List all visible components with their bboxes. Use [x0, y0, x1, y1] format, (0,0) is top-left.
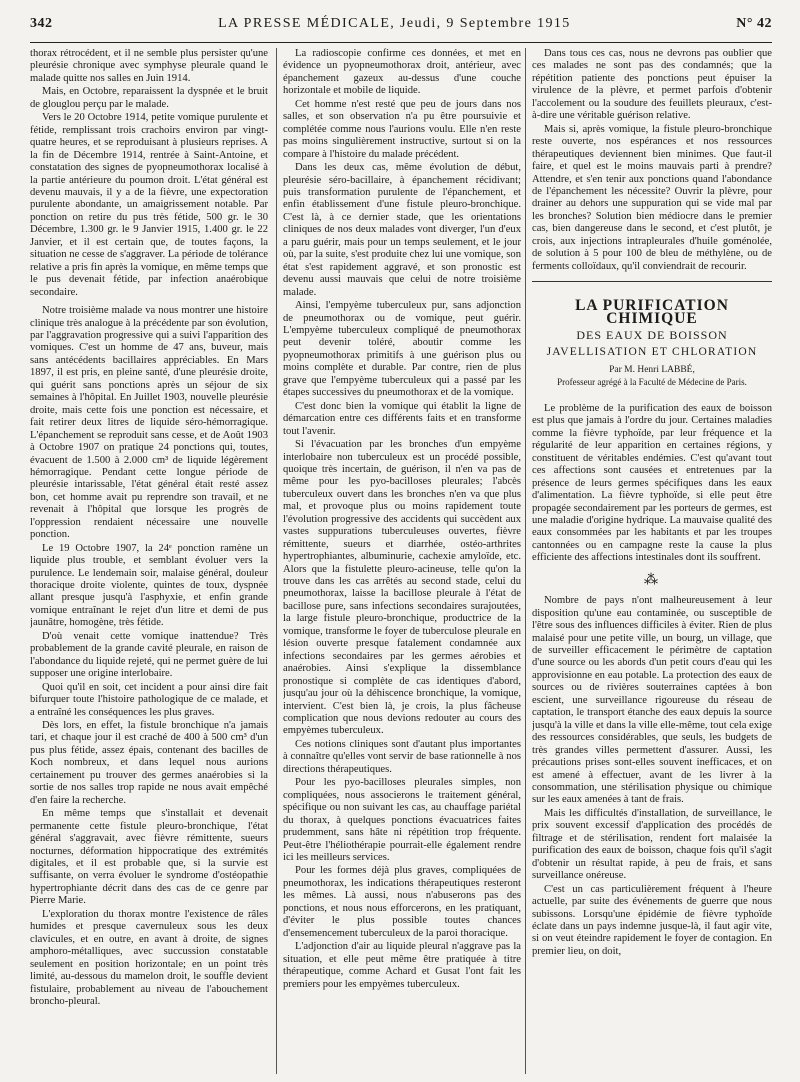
article-subtitle-2: JAVELLISATION ET CHLORATION: [546, 345, 758, 358]
paragraph: Pour les pyo-bacilloses pleurales simples, non compliquées, nous associerons le traitement général, spécifique ou non suivant les cas, au chauffage pariétal du thorax, à quelques ponctions évacuatrices faites prudemment, sans hâte ni répétition trop fréquente. Peut-être l'héliothérapie pourrait-elle également rendre ici les meilleurs services.: [283, 777, 521, 863]
header-rule: [30, 42, 772, 43]
article-subtitle: DES EAUX DE BOISSON: [576, 328, 728, 343]
article-affiliation: Professeur agrégé à la Faculté de Médecine de Paris.: [557, 377, 747, 388]
article-continuation: [532, 48, 772, 273]
column-2: [283, 48, 521, 1074]
paragraph: L'adjonction d'air au liquide pleural n'aggrave pas la situation, et elle peut même être pratiquée à titre thérapeutique, comme Achard et Gusat l'ont fait les premiers pour les empyèmes tuberculeux.: [283, 941, 521, 990]
page-number: 342: [30, 16, 53, 31]
paragraph: Mais les difficultés d'installation, de surveillance, le prix souvent excessif d'application des procédés de filtrage et de stérilisation, rendent fort malaisée la purification des eaux de boisson, chaque fois qu'il s'agit d'obtenir un résultat rapide, à peu de frais, et sans surveillance onéreuse.: [532, 807, 772, 882]
paragraph: Nombre de pays n'ont malheureusement à leur disposition qu'une eau contaminée, ou susceptible de l'être sous des influences difficiles à éviter. Rien de plus malaisé pour une petite ville, un bourg, un village, que de surveiller efficacement le périmètre de captation d'une source ou les abords d'un petit cours d'eau qui les approvisionne en eau potable. La protection des eaux de sources ou de rivières souterraines captées à bon escient, une surveillance rigoureuse du réseau de captation, le transport étanche des eaux depuis la source jusqu'à la ville et dans la ville elle-même, tout cela exige des ressources considérables, que seuls, les budgets de très grandes villes permettent d'assurer. Aussi, les précautions prises sont-elles souvent inefficaces, et on est amené à effectuer, avant de les livrer à la consommation, une stérilisation physique ou chimique sur les eaux amenées à tant de frais.: [532, 595, 772, 806]
paragraph: Quoi qu'il en soit, cet incident a pour ainsi dire fait bifurquer toute l'histoire pathologique de ce malade, et a entraîné les conséquences les plus graves.: [30, 681, 268, 718]
paragraph: Ainsi, l'empyème tuberculeux pur, sans adjonction de pneumothorax ou de vomique, peut guérir. L'empyème tuberculeux compliqué de pneumothorax peut devenir toléré, aboutir comme les pyopneumothorax primitifs à une guérison plus ou moins complète et durable. Par contre, rien de plus grave que l'empyème tuberculeux qui a passé par les étapes successives du pneumothorax et de la vomique.: [283, 300, 521, 399]
paragraph: Notre troisième malade va nous montrer une histoire clinique très analogue à la précédente par son évolution, par l'aggravation progressive qui a suivi l'apparition des vomiques. C'est un homme de 47 ans, buveur, mais sans antécédents bacillaires appréciables. En Mars 1897, il est pris, en pleine santé, d'une pleurésie droite, qui guérit sans ponctions après un séjour de six semaines à l'hôpital. En Juillet 1903, nouvelle pleurésie droite, mais cette fois une ponction est nécessaire, et fait retirer deux litres de liquide séro-hémorragique. L'épanchement se reproduit sans cesse, et de Août 1903 à Octobre 1907 on pratique 24 ponctions qui, toutes, évacuent de 1.500 à 2.000 cm³ de liquide légèrement hémorragique. Pendant cette longue période de pleurésie intarissable, l'état général était resté assez bon, cet homme avait pu reprendre son travail, et ne revenait à l'hôpital que lorsque les progrès de l'oppression rendaient nécessaire une nouvelle ponction.: [30, 305, 268, 541]
paragraph: Le 19 Octobre 1907, la 24ᵉ ponction ramène un liquide plus trouble, et semblant évoluer vers la purulence. Le lendemain soir, malaise général, douleur thoracique droite violente, quintes de toux, dyspnée allant presque jusqu'à l'asphyxie, et enfin grande vomique entraînant le rejet d'un litre et demi de pus jaunâtre, homogène, très fétide.: [30, 542, 268, 629]
article-byline: Par M. Henri LABBÉ,: [609, 364, 695, 375]
paragraph: Dans les deux cas, même évolution de début, pleurésie séro-bacillaire, à épanchement récidivant; puis transformation purulente de l'épanchement, et enfin établissement d'une fistule pleuro-bronchique. C'est là, à ce dernier stade, que les orientations cliniques de nos deux malades vont diverger, l'un d'eux a paru guérir, mais pour un temps seulement, et le jour où, par la suite, s'est produite chez lui une vomique, son état s'est rapidement aggravé, et son pronostic est devenu aussi mauvais que celui de notre troisième malade.: [283, 162, 521, 298]
paragraph: Ces notions cliniques sont d'autant plus importantes à connaître qu'elles vont servir de base rationnelle à nos directions thérapeutiques.: [283, 738, 521, 775]
paragraph: Vers le 20 Octobre 1914, petite vomique purulente et fétide, remplissant trois crachoirs environ par vingt-quatre heures, et se reproduisant à plusieurs reprises. A la fin de Décembre 1914, rentrée à Saint-Antoine, et constatation des signes de pyopneumothorax localisé à la partie antérieure du poumon droit. L'état général est devenu mauvais, il y a de la fièvre, une expectoration purulente abondante, un amaigrissement notable. Par ponction on retire du pus très fétide, 500 gr. le 30 Décembre, 1.300 gr. le 9 Janvier 1915, 1.400 gr. le 22 Janvier, et il est certain que, de toutes façons, la situation ne cesse de s'aggraver. La période de tolérance relative a pris fin après la vomique, en même temps que le pus devenait fétide, par infection anaérobique secondaire.: [30, 112, 268, 298]
column-1: [30, 48, 268, 1074]
journal-title: LA PRESSE MÉDICALE, Jeudi, 9 Septembre 1915: [218, 16, 571, 31]
paragraph: Si l'évacuation par les bronches d'un empyème interlobaire non tuberculeux est un procédé possible, quoique très incertain, de guérison, il n'en va pas de même pour les pyo-bacilloses pleurales; l'abcès tuberculeux ouvert dans les bronches n'en va que plus mal, et provoque plus ou moins rapidement toute l'évolution progressive des accidents qui succèdent aux vastes suppurations tuberculeuses ouvertes, fièvre rémittente, sueurs et diarrhée, ostéo-arthrites hypertrophiantes, albuminurie, cachexie amyloïde, etc. Alors que la fistulette pleuro-acineuse, telle qu'on la trouve dans les cas arrêtés au second stade, celui du pneumothorax, laisse la bacillose pleurale à l'état de bacillose pure, sans infections secondaires surajoutées, la large fistule pleuro-bronchique, productrice de la vomique, transforme le foyer de tuberculose pleurale en lésion ouverte presque fatalement condamnée aux infections secondaires par les germes aérobies et anaérobies. Ainsi s'explique la dissemblance pronostique si complète de cas identiques d'abord, jusqu'au jour où la déhiscence bronchique, la vomique, intervient. C'est bien là, je crois, la plus fâcheuse complication que nous devions redouter au cours des empyèmes tuberculeux.: [283, 439, 521, 737]
paragraph: La radioscopie confirme ces données, et met en évidence un pyopneumothorax droit, antérieur, avec épanchement gazeux au-dessus d'une couche horizontale et mobile de liquide.: [283, 48, 521, 97]
paragraph: Dès lors, en effet, la fistule bronchique n'a jamais tari, et chaque jour il est craché de 400 à 500 cm³ d'un pus plus fétide, assez épais, contenant des bacilles de Koch nombreux, et dans lequel nous aurions certainement pu trouver des germes anaérobies si la sortie de nos salles trop rapide ne nous avait empêché d'en faire la recherche.: [30, 720, 268, 806]
paragraph: Cet homme n'est resté que peu de jours dans nos salles, et son observation n'a pu être poursuivie et complétée comme nous l'aurions voulu. Elle n'en reste pas moins singulièrement instructive, surtout si on la compare à l'histoire du malade précédent.: [283, 98, 521, 160]
paragraph: Le problème de la purification des eaux de boisson est plus que jamais à l'ordre du jour. Certaines maladies comme la fièvre typhoïde, par leur fréquence et la régularité de leur apparition en certaines régions, y constituent de véritables endémies. C'est qu'avant tout ces affections sont causées et entretenues par la présence de leurs germes spécifiques dans les eaux d'alimentation. La fièvre typhoïde, si elle peut être propagée secondairement par les porteurs de germes, est une maladie d'origine hydrique. La mauvaise qualité des eaux consommées par les habitants et par les troupes cantonnées ou en campagne reste la cause la plus efficiente des affections intestinales dont ils souffrent.: [532, 402, 772, 564]
paragraph: Mais, en Octobre, reparaissent la dyspnée et le bruit de glouglou perçu par le malade.: [30, 86, 268, 110]
paragraph: C'est donc bien la vomique qui établit la ligne de démarcation entre ces différents faits et en transforme tout l'avenir.: [283, 400, 521, 437]
page-header: [30, 16, 772, 40]
paragraph: C'est un cas particulièrement fréquent à l'heure actuelle, par suite des événements de guerre que nous subissons. Lorsqu'une épidémie de fièvre typhoïde éclate dans un pays indemne jusque-là, il faut agir vite, si on veut éteindre rapidement le foyer de contagion. En premier lieu, on doit,: [532, 883, 772, 957]
section-separator: ⁂: [644, 572, 660, 588]
article-title: LA PURIFICATION CHIMIQUE: [575, 297, 729, 327]
paragraph: Mais si, après vomique, la fistule pleuro-bronchique reste ouverte, nos espérances et nos ressources thérapeutiques deviennent bien minimes. Que faut-il faire, et quel est le moins mauvais parti à prendre? Attendre, et s'en tenir aux ponctions quand l'abondance de l'épanchement les nécessite? Ouvrir la plèvre, pour drainer au dehors une suppuration qui se vide mal par les bronches? Solution bien médiocre dans le premier cas, bien dangereuse dans le second, et c'est plutôt, je crois, aux injections intrapleurales d'huile goménolée, de solution à 5 pour 100 de bleu de méthylène, ou de ferments colloïdaux, qu'il conviendrait de recourir.: [532, 123, 772, 272]
paragraph: Dans tous ces cas, nous ne devrons pas oublier que ces malades ne sont pas des condamnés; que la répétition patiente des ponctions peut épuiser la virulence de la plèvre, et permet parfois d'obtenir l'accolement ou la soudure des feuillets pleuraux, c'est-à-dire une véritable guérison relative.: [532, 48, 772, 122]
article-body-part-1: [532, 403, 772, 565]
article-body-part-2: [532, 595, 772, 958]
paragraph: D'où venait cette vomique inattendue? Très probablement de la grande cavité pleurale, en raison de l'abondance du liquide rejeté, qui ne permet guère de lui supposer une origine interlobaire.: [30, 630, 268, 680]
issue-number: N° 42: [736, 16, 772, 31]
paragraph: L'exploration du thorax montre l'existence de râles humides et presque cavernuleux sous les deux clavicules, et en outre, en avant à droite, de signes amphoro-métalliques, avec succussion constatable seulement en position horizontale; en un point très limité, au-dessous du mamelon droit, le souffle devient fistulaire, probablement au niveau de l'abouchement broncho-pleural.: [30, 908, 268, 1007]
column-3: [532, 48, 772, 1074]
article-rule: [532, 281, 772, 282]
paragraph: En même temps que s'installait et devenait permanente cette fistule pleuro-bronchique, l'état général s'aggravait, avec fièvre rémittente, sueurs nocturnes, déformation hippocratique des extrémités digitales, et il est probable que, si la survie est suffisante, on verra évoluer le syndrome d'ostéopathie hypertrophiante décrit dans des cas de ce genre par Pierre Marie.: [30, 808, 268, 907]
column-divider: [525, 48, 526, 1074]
paragraph: Pour les formes déjà plus graves, compliquées de pneumothorax, les indications thérapeutiques resteront les mêmes. Là aussi, nous n'abuserons pas des ponctions, et nous nous efforcerons, en les pratiquant, d'éviter le plus possible toutes chances d'ensemencement tuberculeux de la paroi thoracique.: [283, 865, 521, 939]
column-divider: [276, 48, 277, 1074]
paragraph: thorax rétrocédent, et il ne semble plus persister qu'une pleurésie chronique avec symphyse pleurale quand le malade quitte nos salles en Juin 1914.: [30, 48, 268, 84]
